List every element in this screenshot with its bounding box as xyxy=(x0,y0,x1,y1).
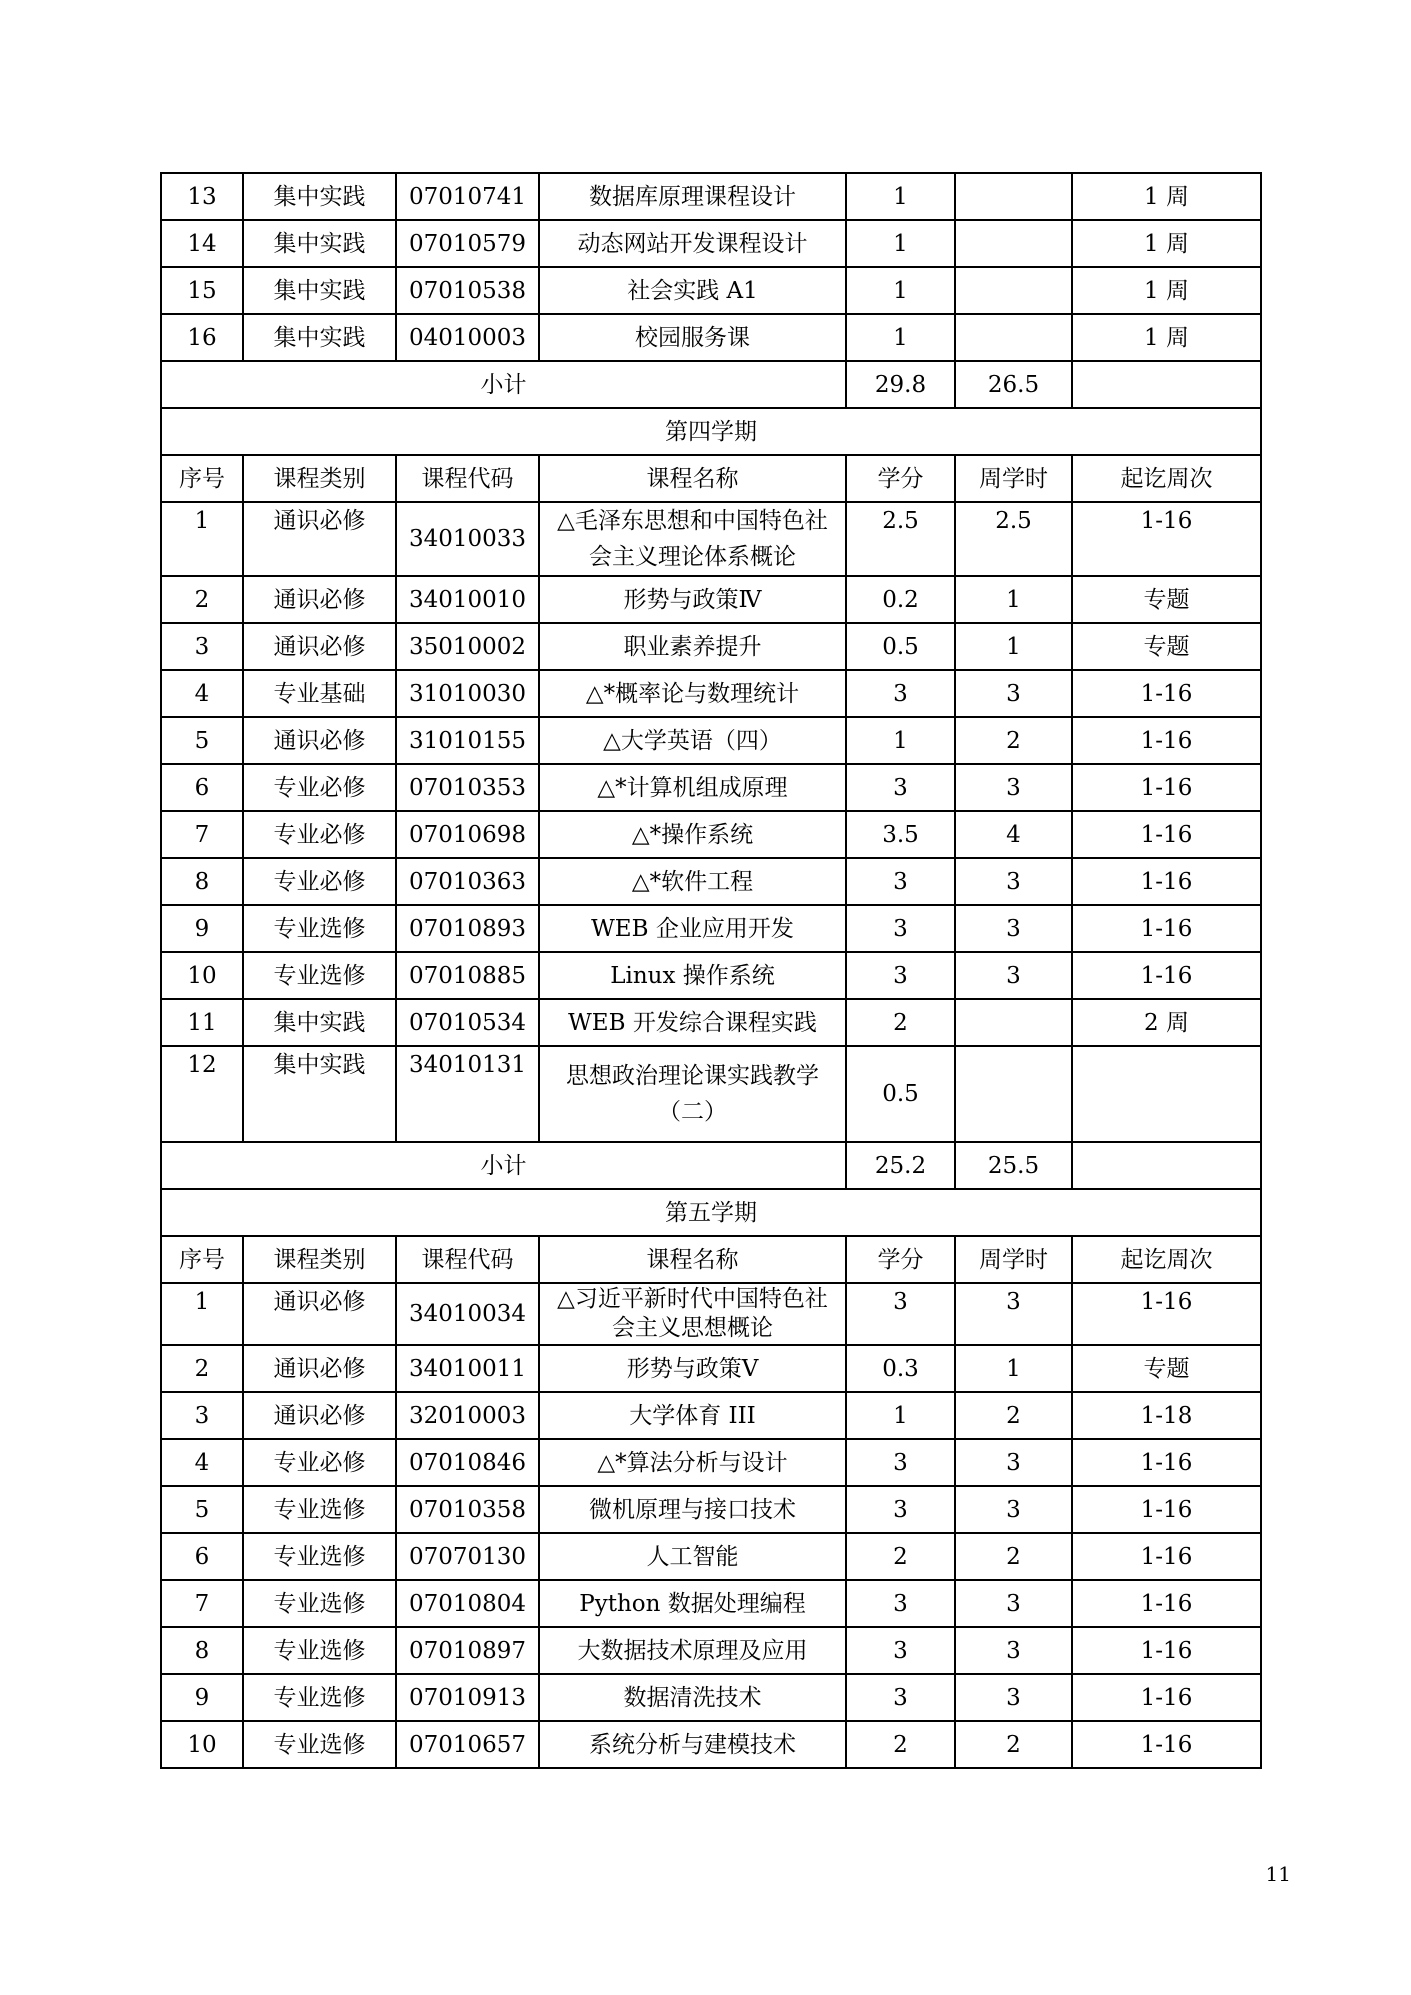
subtotal-row xyxy=(161,1142,1261,1189)
cell-no: 1 xyxy=(161,1283,243,1345)
cell-hours xyxy=(955,999,1072,1046)
table-row xyxy=(161,1283,1261,1345)
cell-code: 07070130 xyxy=(396,1533,539,1580)
cell-name: Python 数据处理编程 xyxy=(539,1580,846,1627)
cell-credit: 1 xyxy=(846,173,955,220)
cell-code: 07010657 xyxy=(396,1721,539,1768)
cell-no: 5 xyxy=(161,1486,243,1533)
cell-no: 9 xyxy=(161,905,243,952)
table-row xyxy=(161,670,1261,717)
table-row xyxy=(161,858,1261,905)
cell-no: 14 xyxy=(161,220,243,267)
cell-weeks xyxy=(1072,1046,1261,1142)
cell-code: 07010885 xyxy=(396,952,539,999)
table-row xyxy=(161,220,1261,267)
cell-name: 系统分析与建模技术 xyxy=(539,1721,846,1768)
cell-code: 07010897 xyxy=(396,1627,539,1674)
cell-hours: 1 xyxy=(955,576,1072,623)
cell-name: 微机原理与接口技术 xyxy=(539,1486,846,1533)
table-row xyxy=(161,905,1261,952)
cell-weeks: 1-16 xyxy=(1072,1674,1261,1721)
cell-hours xyxy=(955,314,1072,361)
cell-category: 专业基础 xyxy=(243,670,396,717)
cell-weeks: 专题 xyxy=(1072,1345,1261,1392)
header-hours: 周学时 xyxy=(955,1236,1072,1283)
cell-weeks: 1-16 xyxy=(1072,1533,1261,1580)
cell-hours: 2.5 xyxy=(955,502,1072,576)
page-number: 11 xyxy=(1265,1862,1291,1886)
cell-weeks: 1-16 xyxy=(1072,502,1261,576)
cell-category: 专业必修 xyxy=(243,858,396,905)
cell-category: 通识必修 xyxy=(243,1345,396,1392)
cell-category: 通识必修 xyxy=(243,1392,396,1439)
cell-weeks: 1-16 xyxy=(1072,1721,1261,1768)
cell-credit: 1 xyxy=(846,717,955,764)
cell-no: 9 xyxy=(161,1674,243,1721)
cell-hours: 3 xyxy=(955,952,1072,999)
cell-name: 数据库原理课程设计 xyxy=(539,173,846,220)
cell-category: 专业选修 xyxy=(243,905,396,952)
cell-code: 31010030 xyxy=(396,670,539,717)
cell-credit: 0.5 xyxy=(846,623,955,670)
table-row xyxy=(161,576,1261,623)
table-row xyxy=(161,173,1261,220)
cell-name: △*操作系统 xyxy=(539,811,846,858)
cell-credit: 1 xyxy=(846,220,955,267)
cell-hours: 3 xyxy=(955,764,1072,811)
cell-name: 形势与政策Ⅴ xyxy=(539,1345,846,1392)
table-row xyxy=(161,267,1261,314)
cell-no: 13 xyxy=(161,173,243,220)
table-row xyxy=(161,1627,1261,1674)
subtotal-row xyxy=(161,361,1261,408)
subtotal-credit: 25.2 xyxy=(846,1142,955,1189)
cell-name: WEB 企业应用开发 xyxy=(539,905,846,952)
subtotal-weeks xyxy=(1072,361,1261,408)
cell-category: 专业选修 xyxy=(243,952,396,999)
cell-hours xyxy=(955,1046,1072,1142)
cell-category: 通识必修 xyxy=(243,502,396,576)
cell-no: 16 xyxy=(161,314,243,361)
cell-code: 07010353 xyxy=(396,764,539,811)
cell-no: 7 xyxy=(161,811,243,858)
cell-category: 专业必修 xyxy=(243,764,396,811)
cell-hours: 3 xyxy=(955,1674,1072,1721)
cell-credit: 2 xyxy=(846,999,955,1046)
cell-no: 4 xyxy=(161,1439,243,1486)
cell-hours: 3 xyxy=(955,1439,1072,1486)
cell-credit: 2 xyxy=(846,1533,955,1580)
cell-code: 07010358 xyxy=(396,1486,539,1533)
cell-hours: 1 xyxy=(955,1345,1072,1392)
cell-category: 专业选修 xyxy=(243,1674,396,1721)
header-weeks: 起讫周次 xyxy=(1072,455,1261,502)
cell-no: 10 xyxy=(161,952,243,999)
subtotal-weeks xyxy=(1072,1142,1261,1189)
header-weeks: 起讫周次 xyxy=(1072,1236,1261,1283)
cell-credit: 3 xyxy=(846,1439,955,1486)
cell-code: 34010010 xyxy=(396,576,539,623)
cell-weeks: 1-16 xyxy=(1072,1283,1261,1345)
cell-credit: 3.5 xyxy=(846,811,955,858)
cell-name: 思想政治理论课实践教学（二） xyxy=(539,1046,846,1142)
cell-code: 31010155 xyxy=(396,717,539,764)
semester-title: 第五学期 xyxy=(161,1189,1261,1236)
cell-weeks: 专题 xyxy=(1072,576,1261,623)
cell-code: 07010804 xyxy=(396,1580,539,1627)
cell-code: 07010741 xyxy=(396,173,539,220)
cell-weeks: 1-16 xyxy=(1072,717,1261,764)
cell-code: 07010534 xyxy=(396,999,539,1046)
cell-no: 2 xyxy=(161,576,243,623)
cell-hours: 2 xyxy=(955,1392,1072,1439)
curriculum-table-body xyxy=(161,173,1261,1768)
cell-name: 形势与政策Ⅳ xyxy=(539,576,846,623)
table-row xyxy=(161,1046,1261,1142)
table-row xyxy=(161,314,1261,361)
cell-no: 15 xyxy=(161,267,243,314)
table-row xyxy=(161,764,1261,811)
cell-no: 3 xyxy=(161,1392,243,1439)
cell-hours: 4 xyxy=(955,811,1072,858)
cell-code: 07010893 xyxy=(396,905,539,952)
table-row xyxy=(161,623,1261,670)
header-category: 课程类别 xyxy=(243,455,396,502)
cell-category: 专业选修 xyxy=(243,1721,396,1768)
cell-hours: 3 xyxy=(955,1283,1072,1345)
cell-no: 2 xyxy=(161,1345,243,1392)
header-code: 课程代码 xyxy=(396,1236,539,1283)
cell-weeks: 1 周 xyxy=(1072,314,1261,361)
cell-no: 8 xyxy=(161,1627,243,1674)
table-row xyxy=(161,1674,1261,1721)
cell-hours: 3 xyxy=(955,1486,1072,1533)
cell-name: WEB 开发综合课程实践 xyxy=(539,999,846,1046)
subtotal-credit: 29.8 xyxy=(846,361,955,408)
subtotal-label: 小计 xyxy=(161,361,846,408)
cell-no: 7 xyxy=(161,1580,243,1627)
cell-hours: 3 xyxy=(955,1580,1072,1627)
curriculum-table xyxy=(160,172,1262,1769)
table-row xyxy=(161,1580,1261,1627)
cell-hours xyxy=(955,173,1072,220)
cell-name: 校园服务课 xyxy=(539,314,846,361)
cell-category: 专业选修 xyxy=(243,1627,396,1674)
table-row xyxy=(161,1721,1261,1768)
header-name: 课程名称 xyxy=(539,1236,846,1283)
cell-weeks: 1-16 xyxy=(1072,1580,1261,1627)
cell-hours: 3 xyxy=(955,1627,1072,1674)
cell-hours: 2 xyxy=(955,1721,1072,1768)
table-row xyxy=(161,502,1261,576)
cell-no: 4 xyxy=(161,670,243,717)
cell-credit: 0.2 xyxy=(846,576,955,623)
cell-hours: 1 xyxy=(955,623,1072,670)
cell-code: 07010846 xyxy=(396,1439,539,1486)
table-row xyxy=(161,1392,1261,1439)
cell-weeks: 1-16 xyxy=(1072,952,1261,999)
semester-title: 第四学期 xyxy=(161,408,1261,455)
cell-credit: 3 xyxy=(846,1627,955,1674)
cell-name: △大学英语（四） xyxy=(539,717,846,764)
cell-name: Linux 操作系统 xyxy=(539,952,846,999)
cell-weeks: 专题 xyxy=(1072,623,1261,670)
cell-weeks: 1-16 xyxy=(1072,905,1261,952)
subtotal-hours: 25.5 xyxy=(955,1142,1072,1189)
table-row xyxy=(161,811,1261,858)
header-no: 序号 xyxy=(161,1236,243,1283)
cell-credit: 3 xyxy=(846,952,955,999)
cell-name: 大学体育 III xyxy=(539,1392,846,1439)
cell-no: 12 xyxy=(161,1046,243,1142)
header-category: 课程类别 xyxy=(243,1236,396,1283)
cell-category: 通识必修 xyxy=(243,623,396,670)
header-name: 课程名称 xyxy=(539,455,846,502)
cell-name: 数据清洗技术 xyxy=(539,1674,846,1721)
cell-weeks: 1 周 xyxy=(1072,220,1261,267)
cell-no: 6 xyxy=(161,764,243,811)
cell-hours: 3 xyxy=(955,905,1072,952)
cell-credit: 3 xyxy=(846,1283,955,1345)
cell-weeks: 1-16 xyxy=(1072,764,1261,811)
cell-no: 6 xyxy=(161,1533,243,1580)
cell-credit: 3 xyxy=(846,670,955,717)
header-credit: 学分 xyxy=(846,1236,955,1283)
cell-category: 专业必修 xyxy=(243,1439,396,1486)
cell-credit: 1 xyxy=(846,267,955,314)
cell-name: △*软件工程 xyxy=(539,858,846,905)
table-row xyxy=(161,999,1261,1046)
cell-code: 35010002 xyxy=(396,623,539,670)
header-no: 序号 xyxy=(161,455,243,502)
cell-name: 人工智能 xyxy=(539,1533,846,1580)
cell-name: 大数据技术原理及应用 xyxy=(539,1627,846,1674)
header-hours: 周学时 xyxy=(955,455,1072,502)
cell-name: 社会实践 A1 xyxy=(539,267,846,314)
cell-name: 职业素养提升 xyxy=(539,623,846,670)
cell-code: 34010011 xyxy=(396,1345,539,1392)
cell-category: 通识必修 xyxy=(243,576,396,623)
cell-weeks: 1-16 xyxy=(1072,1486,1261,1533)
subtotal-hours: 26.5 xyxy=(955,361,1072,408)
cell-weeks: 1 周 xyxy=(1072,267,1261,314)
cell-weeks: 2 周 xyxy=(1072,999,1261,1046)
cell-category: 集中实践 xyxy=(243,267,396,314)
header-credit: 学分 xyxy=(846,455,955,502)
cell-credit: 1 xyxy=(846,314,955,361)
cell-category: 通识必修 xyxy=(243,1283,396,1345)
subtotal-label: 小计 xyxy=(161,1142,846,1189)
cell-code: 07010538 xyxy=(396,267,539,314)
cell-hours xyxy=(955,267,1072,314)
table-row xyxy=(161,952,1261,999)
cell-credit: 2 xyxy=(846,1721,955,1768)
cell-weeks: 1-16 xyxy=(1072,858,1261,905)
table-row xyxy=(161,1486,1261,1533)
cell-category: 通识必修 xyxy=(243,717,396,764)
semester-title-row xyxy=(161,1189,1261,1236)
cell-category: 专业选修 xyxy=(243,1580,396,1627)
cell-credit: 3 xyxy=(846,905,955,952)
cell-name: △*计算机组成原理 xyxy=(539,764,846,811)
cell-category: 集中实践 xyxy=(243,314,396,361)
cell-no: 8 xyxy=(161,858,243,905)
cell-code: 07010698 xyxy=(396,811,539,858)
cell-name: 动态网站开发课程设计 xyxy=(539,220,846,267)
cell-no: 1 xyxy=(161,502,243,576)
header-row xyxy=(161,1236,1261,1283)
cell-category: 集中实践 xyxy=(243,220,396,267)
cell-weeks: 1-16 xyxy=(1072,811,1261,858)
cell-code: 07010363 xyxy=(396,858,539,905)
cell-hours xyxy=(955,220,1072,267)
header-row xyxy=(161,455,1261,502)
table-row xyxy=(161,1533,1261,1580)
cell-credit: 3 xyxy=(846,858,955,905)
header-code: 课程代码 xyxy=(396,455,539,502)
semester-title-row xyxy=(161,408,1261,455)
cell-weeks: 1-16 xyxy=(1072,1627,1261,1674)
cell-code: 04010003 xyxy=(396,314,539,361)
cell-name: △*概率论与数理统计 xyxy=(539,670,846,717)
cell-no: 10 xyxy=(161,1721,243,1768)
cell-hours: 2 xyxy=(955,717,1072,764)
cell-name: △*算法分析与设计 xyxy=(539,1439,846,1486)
cell-hours: 2 xyxy=(955,1533,1072,1580)
cell-credit: 0.3 xyxy=(846,1345,955,1392)
cell-credit: 3 xyxy=(846,1580,955,1627)
table-row xyxy=(161,1345,1261,1392)
cell-credit: 3 xyxy=(846,1674,955,1721)
cell-hours: 3 xyxy=(955,858,1072,905)
cell-code: 07010579 xyxy=(396,220,539,267)
cell-code: 34010131 xyxy=(396,1046,539,1142)
cell-no: 3 xyxy=(161,623,243,670)
cell-category: 专业选修 xyxy=(243,1486,396,1533)
cell-name: △毛泽东思想和中国特色社会主义理论体系概论 xyxy=(539,502,846,576)
cell-category: 专业选修 xyxy=(243,1533,396,1580)
cell-name: △习近平新时代中国特色社会主义思想概论 xyxy=(539,1283,846,1345)
table-row xyxy=(161,717,1261,764)
cell-credit: 0.5 xyxy=(846,1046,955,1142)
cell-credit: 3 xyxy=(846,1486,955,1533)
cell-hours: 3 xyxy=(955,670,1072,717)
cell-weeks: 1 周 xyxy=(1072,173,1261,220)
cell-category: 集中实践 xyxy=(243,999,396,1046)
cell-weeks: 1-18 xyxy=(1072,1392,1261,1439)
cell-category: 集中实践 xyxy=(243,173,396,220)
cell-no: 5 xyxy=(161,717,243,764)
cell-credit: 1 xyxy=(846,1392,955,1439)
cell-code: 34010034 xyxy=(396,1283,539,1345)
table-row xyxy=(161,1439,1261,1486)
cell-code: 07010913 xyxy=(396,1674,539,1721)
cell-weeks: 1-16 xyxy=(1072,1439,1261,1486)
cell-credit: 3 xyxy=(846,764,955,811)
cell-code: 34010033 xyxy=(396,502,539,576)
cell-code: 32010003 xyxy=(396,1392,539,1439)
cell-category: 集中实践 xyxy=(243,1046,396,1142)
cell-no: 11 xyxy=(161,999,243,1046)
cell-weeks: 1-16 xyxy=(1072,670,1261,717)
cell-credit: 2.5 xyxy=(846,502,955,576)
cell-category: 专业必修 xyxy=(243,811,396,858)
